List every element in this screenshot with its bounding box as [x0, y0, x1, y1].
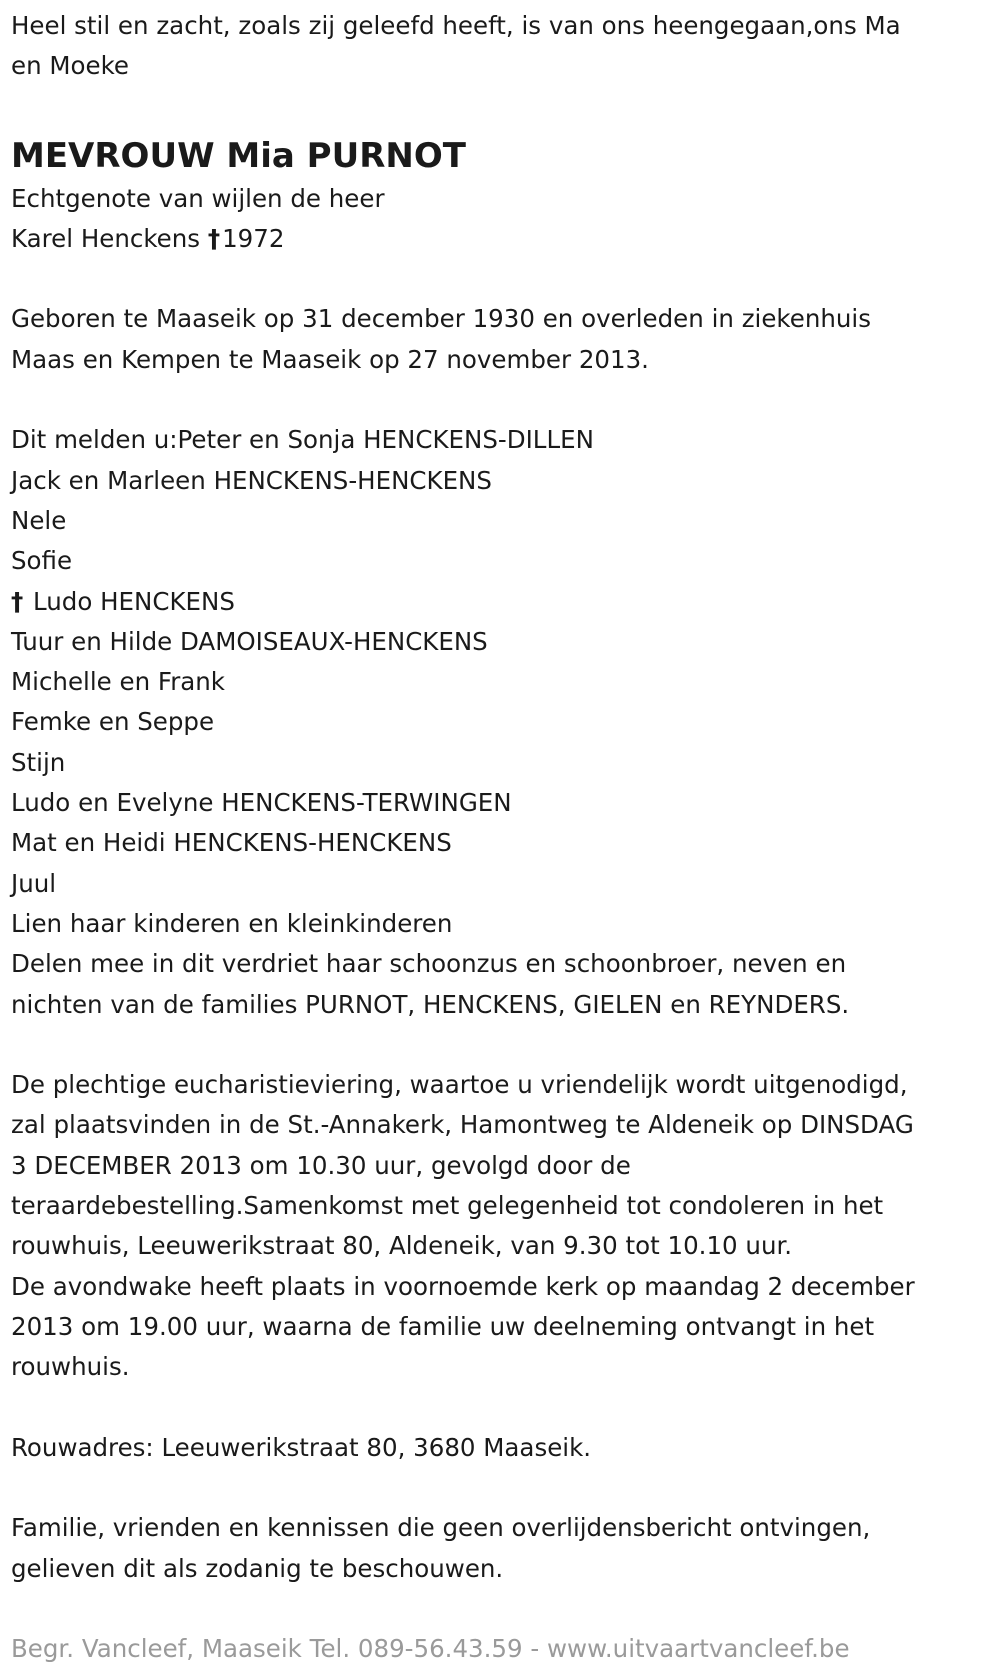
spouse-death-year: 1972	[222, 223, 285, 253]
family-line: Tuur en Hilde DAMOISEAUX-HENCKENS	[11, 626, 488, 656]
family-line: nichten van de families PURNOT, HENCKENS, GIELEN en REYNDERS.	[11, 989, 850, 1019]
family-list	[11, 420, 996, 1024]
notice-line: Familie, vrienden en kennissen die geen overlijdensbericht ontvingen,	[11, 1513, 871, 1543]
spouse-line: Echtgenote van wijlen de heer	[11, 183, 385, 213]
notice-line: gelieven dit als zodanig te beschouwen.	[11, 1553, 504, 1583]
family-line: Jack en Marleen HENCKENS-HENCKENS	[11, 465, 492, 495]
funeral-home-footer: Begr. Vancleef, Maaseik Tel. 089-56.43.59 - www.uitvaartvancleef.be	[11, 1633, 850, 1663]
family-member-name: Ludo HENCKENS	[25, 586, 235, 616]
family-line: Lien haar kinderen en kleinkinderen	[11, 908, 453, 938]
mourning-address: Rouwadres: Leeuwerikstraat 80, 3680 Maaseik.	[11, 1432, 592, 1462]
family-line: Delen mee in dit verdriet haar schoonzus en schoonbroer, neven en	[11, 949, 847, 979]
cross-icon: †	[11, 586, 24, 616]
birth-death-line: Maas en Kempen te Maaseik op 27 november 2013.	[11, 344, 649, 374]
spacer	[11, 1388, 996, 1428]
spacer	[11, 380, 996, 420]
ceremony-line: zal plaatsvinden in de St.-Annakerk, Hamontweg te Aldeneik op DINSDAG	[11, 1110, 914, 1140]
family-line: Dit melden u:Peter en Sonja HENCKENS-DILLEN	[11, 425, 594, 455]
family-line: Michelle en Frank	[11, 667, 225, 697]
obituary-notice	[11, 6, 996, 1669]
birth-death-info	[11, 299, 996, 380]
intro-line: Heel stil en zacht, zoals zij geleefd heeft, is van ons heengegaan,ons Ma	[11, 11, 901, 40]
intro-line: en Moeke	[11, 51, 129, 81]
ceremony-info	[11, 1065, 996, 1387]
spouse-info	[11, 179, 996, 260]
ceremony-line: teraardebestelling.Samenkomst met gelegenheid tot condoleren in het	[11, 1191, 884, 1221]
birth-death-line: Geboren te Maaseik op 31 december 1930 en overleden in ziekenhuis	[11, 304, 871, 334]
family-line: Juul	[11, 868, 57, 898]
intro-text	[11, 6, 996, 87]
family-line: Nele	[11, 505, 67, 535]
spacer	[11, 259, 996, 299]
family-line: Femke en Seppe	[11, 707, 215, 737]
spacer	[11, 1468, 996, 1508]
spacer	[11, 1025, 996, 1065]
family-line: Sofie	[11, 546, 73, 576]
family-line	[11, 582, 996, 622]
family-line: Mat en Heidi HENCKENS-HENCKENS	[11, 828, 452, 858]
family-line: Ludo en Evelyne HENCKENS-TERWINGEN	[11, 788, 512, 818]
ceremony-line: De avondwake heeft plaats in voornoemde kerk op maandag 2 december	[11, 1271, 915, 1301]
ceremony-line: rouwhuis.	[11, 1352, 130, 1382]
cross-icon: †	[207, 223, 221, 253]
ceremony-line: 2013 om 19.00 uur, waarna de familie uw deelneming ontvangt in het	[11, 1311, 875, 1341]
family-line: Stijn	[11, 747, 66, 777]
notice-text	[11, 1508, 996, 1589]
ceremony-line: De plechtige eucharistieviering, waartoe u vriendelijk wordt uitgenodigd,	[11, 1070, 908, 1100]
deceased-name: MEVROUW Mia PURNOT	[11, 135, 466, 176]
spouse-name-line	[11, 219, 996, 259]
ceremony-line: 3 DECEMBER 2013 om 10.30 uur, gevolgd door de	[11, 1150, 631, 1180]
spouse-name: Karel Henckens	[11, 223, 208, 253]
ceremony-line: rouwhuis, Leeuwerikstraat 80, Aldeneik, van 9.30 tot 10.10 uur.	[11, 1231, 793, 1261]
